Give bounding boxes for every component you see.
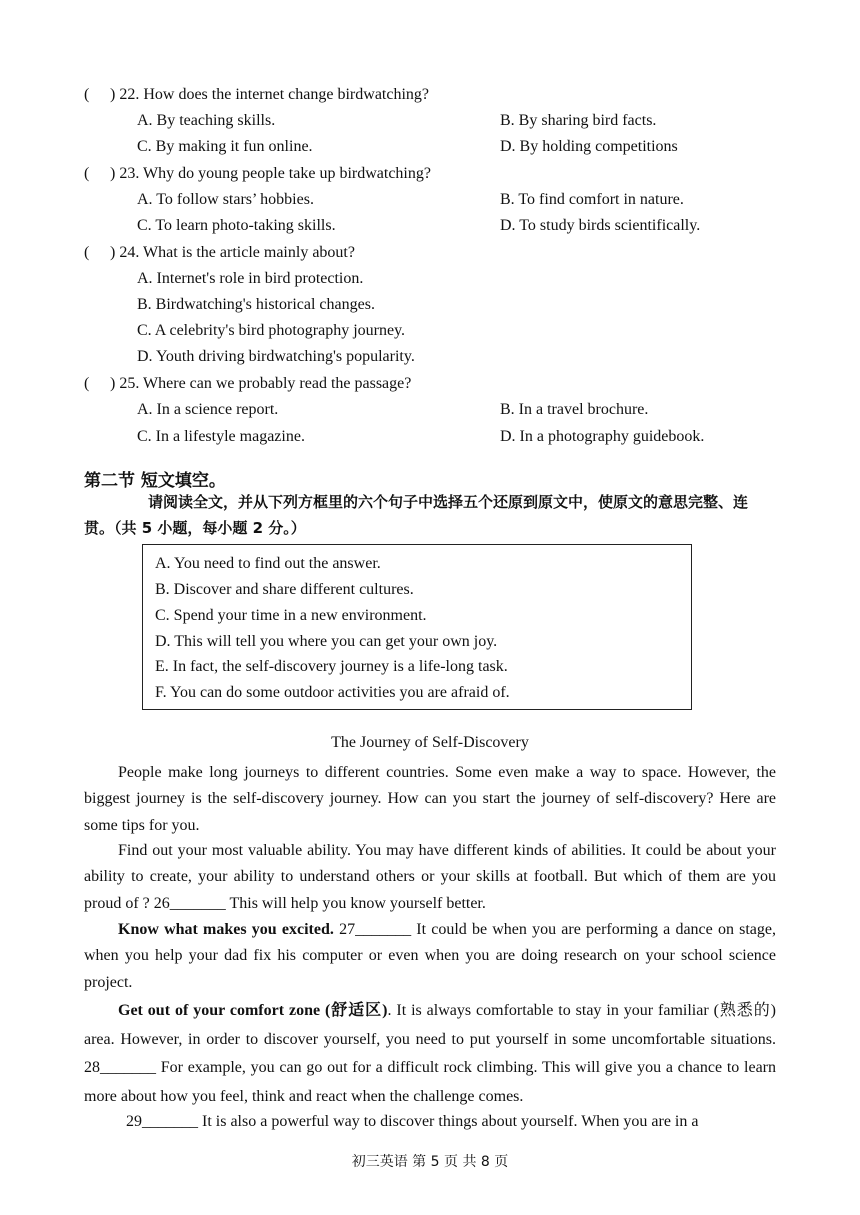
option-c: C. To learn photo-taking skills. <box>137 217 336 234</box>
box-option-b: B. Discover and share different cultures. <box>155 581 414 598</box>
page-footer: 初三英语 第 5 页 共 8 页 <box>351 1154 509 1170</box>
answer-paren: ( <box>84 165 90 182</box>
option-b: B. By sharing bird facts. <box>500 112 657 129</box>
box-option-f: F. You can do some outdoor activities you are afraid of. <box>155 684 510 701</box>
question-stem: ) 24. What is the article mainly about? <box>110 244 355 261</box>
option-b: B. To find comfort in nature. <box>500 191 684 208</box>
question-stem: ) 25. Where can we probably read the passage? <box>110 375 412 392</box>
paragraph-2: Find out your most valuable ability. You may have different kinds of abilities. It could be about your ability to create, your ability to understand others or your skills at football. But which of them are you proud of ? 26_______ This will help you know yourself better. <box>84 842 776 912</box>
paragraph-3 <box>84 917 776 996</box>
paragraph-4 <box>84 997 776 1111</box>
answer-paren: ( <box>84 86 90 103</box>
option-a: A. By teaching skills. <box>137 112 276 129</box>
option-a: A. Internet's role in bird protection. <box>137 270 364 287</box>
article-title: The Journey of Self-Discovery <box>331 734 529 751</box>
question-25 <box>84 375 411 393</box>
box-option-a: A. You need to find out the answer. <box>155 555 381 572</box>
paragraph-4-heading: Get out of your comfort zone (舒适区) <box>118 1002 388 1019</box>
paragraph-3-text: 27_______ It could be when you are performing a dance on stage, when you help your dad fix his computer or even when you are doing research on your school science project. <box>84 921 777 991</box>
option-d: D. Youth driving birdwatching's popularity. <box>137 348 415 365</box>
option-a: A. To follow stars’ hobbies. <box>137 191 314 208</box>
option-b: B. In a travel brochure. <box>500 401 649 418</box>
sentence-options-box <box>142 544 692 710</box>
question-stem: ) 22. How does the internet change birdwatching? <box>110 86 430 103</box>
option-d: D. To study birds scientifically. <box>500 217 701 234</box>
box-option-d: D. This will tell you where you can get your own joy. <box>155 633 498 650</box>
question-stem: ) 23. Why do young people take up birdwatching? <box>110 165 431 182</box>
option-c: C. By making it fun online. <box>137 138 313 155</box>
option-a: A. In a science report. <box>137 401 279 418</box>
section-instruction: 请阅读全文，并从下列方框里的六个句子中选择五个还原到原文中，使原文的意思完整、连贯。（共 5 小题，每小题 2 分。） <box>84 493 749 537</box>
paragraph-3-heading: Know what makes you excited. <box>118 921 334 938</box>
answer-paren: ( <box>84 375 90 392</box>
option-c: C. In a lifestyle magazine. <box>137 428 305 445</box>
option-c: C. A celebrity's bird photography journey. <box>137 322 406 339</box>
paragraph-4-text: . It is always comfortable to stay in your familiar (熟悉的) area. However, in order to discover yourself, you need to put yourself in some uncomfortable situations. 28_______ For example, you can go out for a difficult rock climbing. This will give you a chance to learn more about how you feel, think and react when the challenge comes. <box>84 1002 776 1105</box>
paragraph-5: 29_______ It is also a powerful way to discover things about yourself. When you are in a <box>126 1113 699 1130</box>
option-d: D. By holding competitions <box>500 138 678 155</box>
paragraph-1: People make long journeys to different countries. Some even make a way to space. However, the biggest journey is the self-discovery journey. How can you start the journey of self-discovery? Here are some tips for you. <box>84 764 776 834</box>
option-b: B. Birdwatching's historical changes. <box>137 296 375 313</box>
box-option-c: C. Spend your time in a new environment. <box>155 607 427 624</box>
question-24 <box>84 244 355 262</box>
question-23 <box>84 165 431 183</box>
box-option-e: E. In fact, the self-discovery journey is a life-long task. <box>155 658 508 675</box>
section-title: 第二节 短文填空。 <box>84 471 226 491</box>
answer-paren: ( <box>84 244 90 261</box>
question-22 <box>84 86 429 104</box>
option-d: D. In a photography guidebook. <box>500 428 705 445</box>
